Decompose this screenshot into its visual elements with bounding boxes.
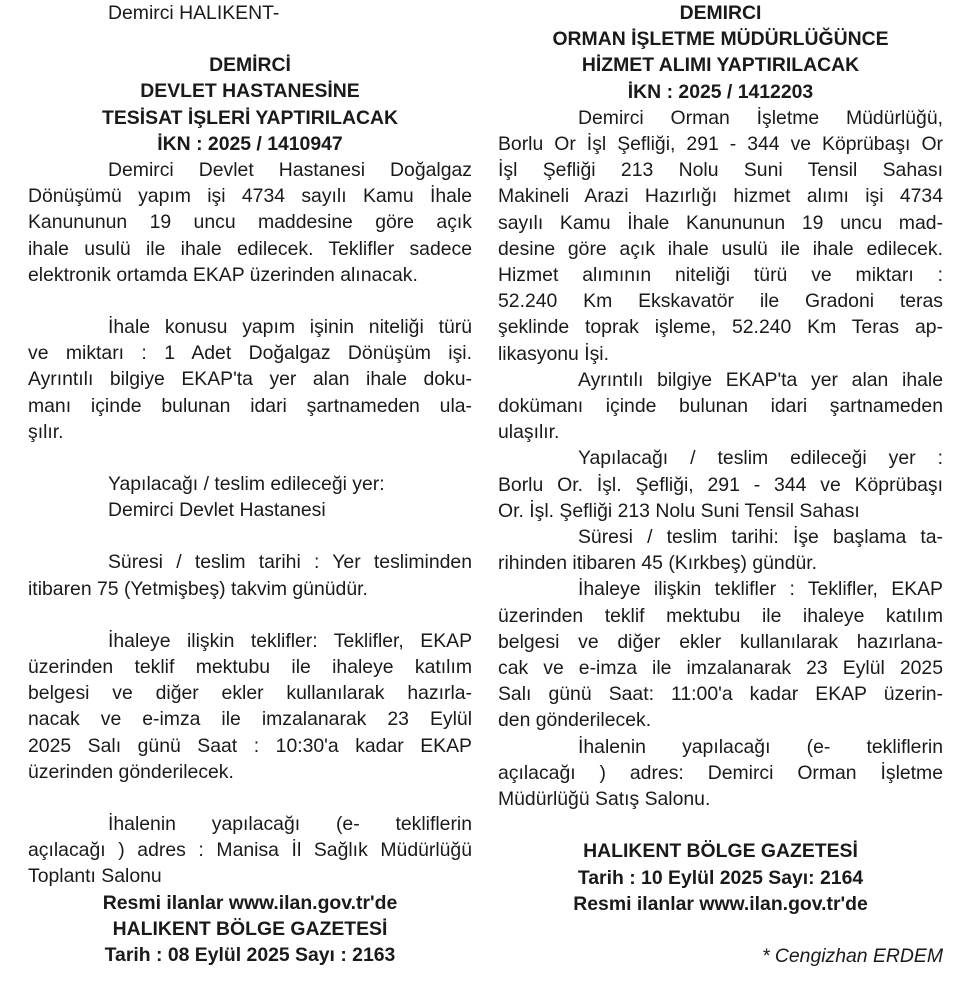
heading-line: HİZMET ALIMI YAPTIRILACAK — [581, 54, 860, 77]
right-paragraph-location: Yapılacağı / teslim edileceği yer : Borlu Or. İşl. Şefliği, 291 - 344 ve Köprübaşı Or. İşl. Şefliği 213 Nolu Suni Tensil Sahası — [498, 447, 943, 522]
resmi-ilanlar-link: Resmi ilanlar www.ilan.gov.tr'de — [102, 891, 398, 914]
left-announcement — [28, 0, 472, 968]
author-signature: * Cengizhan ERDEM — [761, 944, 943, 967]
right-heading — [498, 0, 943, 105]
newspaper-name: HALIKENT BÖLGE GAZETESİ — [583, 840, 858, 863]
left-paragraph-bids: İhaleye ilişkin teklifler: Teklifler, EKAP üzerinden teklif mektubu ile ihaleye katılım belgesi ve diğer ekler kullanılarak hazırla- nacak ve e-imza ile imzalanarak 23 Eylül 2025 Salı günü Saat : 10:30'a kadar EKAP üzerinden gönderilecek. — [28, 629, 472, 783]
right-paragraph-address: İhalenin yapılacağı (e- tekliflerin açılacağı ) adres: Demirci Orman İşletme Müdürlüğü Satış Salonu. — [498, 735, 943, 811]
ikn-number: İKN : 2025 / 1412203 — [627, 80, 814, 103]
right-paragraph-docs: Ayrıntılı bilgiye EKAP'ta yer alan ihale dokümanı içinde bulunan idari şartnameden ulaşılır. — [498, 368, 943, 444]
right-paragraph-intro: Demirci Orman İşletme Müdürlüğü, Borlu Or İşl Şefliği, 291 - 344 ve Köprübaşı Or İşl Şefliği 213 Nolu Suni Tensil Sahası Makineli Arazi Hazırlığı hizmet alımı işi 4734 sayılı Kamu İhale Kanununun 19 uncu mad- desine göre açık ihale usulü ile ihale edilecek. Hizmet alımının niteliği türü ve miktarı : 52.240 Km Ekskavatör ile Gradoni teras şeklinde toprak işleme, 52.240 Km Teras ap- likasyonu İşi. — [498, 106, 943, 365]
right-paragraph-bids: İhaleye ilişkin teklifler : Teklifler, EKAP üzerinden teklif mektubu ile ihaleye katılım belgesi ve diğer ekler kullanılarak hazırlana- cak ve e-imza ile imzalanarak 23 Eylül 2025 Salı günü Saat: 11:00'a kadar EKAP üzerin- den gönderilecek. — [498, 578, 943, 732]
top-fragment: Demirci HALIKENT- — [108, 2, 280, 24]
heading-line: TESİSAT İŞLERİ YAPTIRILACAK — [102, 106, 398, 129]
issue-date: Tarih : 10 Eylül 2025 Sayı: 2164 — [577, 866, 864, 889]
heading-line: ORMAN İŞLETME MÜDÜRLÜĞÜNCE — [552, 28, 889, 51]
heading-line: DEMIRCI — [679, 2, 762, 24]
left-paragraph-scope: İhale konusu yapım işinin niteliği türü ve miktarı : 1 Adet Doğalgaz Dönüşüm işi. Ayrıntılı bilgiye EKAP'ta yer alan ihale doku- manı içinde bulunan idari şartnameden ula- şılır. — [28, 316, 472, 443]
left-heading — [28, 52, 472, 157]
newspaper-name: HALIKENT BÖLGE GAZETESİ — [112, 917, 388, 940]
ikn-number: İKN : 2025 / 1410947 — [157, 132, 343, 155]
left-paragraph-address: İhalenin yapılacağı (e- tekliflerin açılacağı ) adres : Manisa İl Sağlık Müdürlüğü Toplantı Salonu — [28, 813, 472, 888]
right-paragraph-duration: Süresi / teslim tarihi: İşe başlama ta- rihinden itibaren 45 (Kırkbeş) gündür. — [498, 526, 943, 575]
left-footer — [28, 890, 472, 969]
resmi-ilanlar-link: Resmi ilanlar www.ilan.gov.tr'de — [573, 892, 868, 915]
heading-line: DEVLET HASTANESİNE — [140, 80, 360, 103]
right-footer — [498, 838, 943, 917]
heading-line: DEMİRCİ — [209, 54, 291, 77]
left-paragraph-location: Yapılacağı / teslim edileceği yer: Demirci Devlet Hastanesi — [108, 473, 385, 522]
issue-date: Tarih : 08 Eylül 2025 Sayı : 2163 — [104, 944, 396, 967]
left-paragraph-intro: Demirci Devlet Hastanesi Doğalgaz Dönüşümü yapım işi 4734 sayılı Kamu İhale Kanununun 19 uncu maddesine göre açık ihale usulü ile ihale edilecek. Teklifler sadece elektronik ortamda EKAP üzerinden alınacak. — [28, 159, 472, 286]
right-announcement — [498, 0, 943, 969]
left-paragraph-duration: Süresi / teslim tarihi : Yer tesliminden itibaren 75 (Yetmişbeş) takvim günüdür. — [28, 551, 472, 600]
